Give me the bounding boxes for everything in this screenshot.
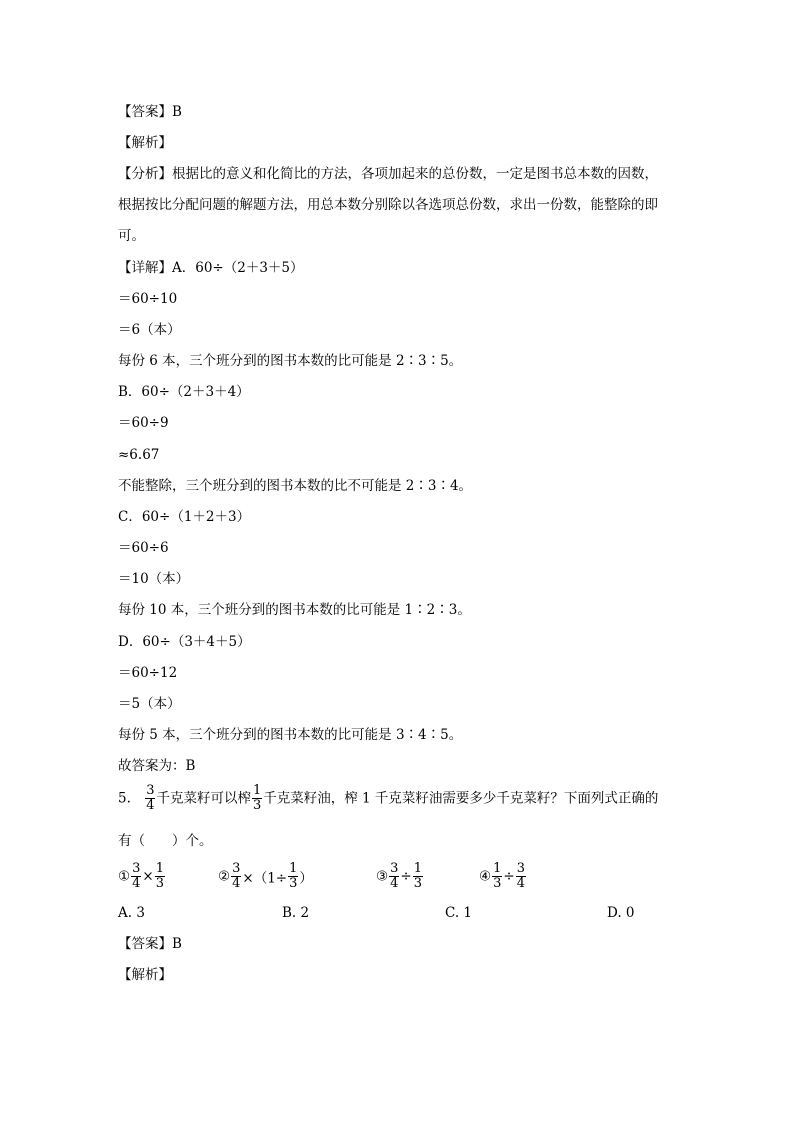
fraction-three-quarters: $\frac{3}{4}$ (146, 783, 155, 813)
detail-b-4: 不能整除，三个班分到的图书本数的比不可能是 2∶3∶4。 (118, 478, 473, 494)
analysis-heading: 【解析】 (118, 135, 172, 151)
answer-label-2: 【答案】B (118, 936, 182, 952)
detail-c-2: ＝60÷6 (118, 540, 169, 556)
option-d: D. 0 (607, 905, 635, 921)
detail-b-2: ＝60÷9 (118, 415, 169, 431)
option-a: A. 3 (118, 905, 145, 921)
analysis-heading-2: 【解析】 (118, 967, 172, 983)
formula-2: ② $\frac{3}{4}$ ×（1÷ $\frac{1}{3}$ ） (218, 861, 313, 891)
analysis-text-1: 【分析】根据比的意义和化简比的方法，各项加起来的总份数，一定是图书总本数的因数， (118, 166, 658, 182)
detail-a-4: 每份 6 本，三个班分到的图书本数的比可能是 2∶3∶5。 (118, 353, 463, 369)
detail-b-3: ≈6.67 (118, 447, 160, 463)
detail-d-4: 每份 5 本，三个班分到的图书本数的比可能是 3∶4∶5。 (118, 727, 463, 743)
answer-label: 【答案】B (118, 104, 182, 120)
question-number: 5. (118, 790, 131, 807)
fraction-one-third: $\frac{1}{3}$ (252, 783, 262, 813)
formula-4: ④ $\frac{1}{3}$ ÷ $\frac{3}{4}$ (479, 861, 525, 891)
option-c: C. 1 (445, 905, 473, 921)
formula-1: ① $\frac{3}{4}$ × $\frac{1}{3}$ (118, 861, 164, 891)
option-b: B. 2 (282, 905, 310, 921)
detail-c-4: 每份 10 本，三个班分到的图书本数的比可能是 1∶2∶3。 (118, 602, 471, 618)
formula-3: ③ $\frac{3}{4}$ ÷ $\frac{1}{3}$ (376, 861, 422, 891)
question-5-line-2: 有（ ）个。 (118, 833, 213, 849)
question-5-line-1: 5. $\frac{3}{4}$ 千克菜籽可以榨 $\frac{1}{3}$ 千克菜籽油，榨 1 千克菜籽油需要多少千克菜籽？下面列式正确的 (118, 783, 659, 813)
analysis-text-2: 根据按比分配问题的解题方法，用总本数分别除以各选项总份数，求出一份数，能整除的即 (118, 197, 658, 213)
analysis-text-3: 可。 (118, 228, 145, 244)
detail-c-3: ＝10（本） (118, 571, 190, 587)
detail-a-2: ＝60÷10 (118, 291, 178, 307)
detail-a-3: ＝6（本） (118, 322, 181, 338)
conclusion: 故答案为：B (118, 758, 196, 774)
detail-d-3: ＝5（本） (118, 696, 181, 712)
detail-b-1: B．60÷（2＋3＋4） (118, 384, 250, 400)
detail-d-2: ＝60÷12 (118, 665, 178, 681)
detail-a-1: 【详解】A．60÷（2＋3＋5） (118, 260, 304, 276)
detail-c-1: C．60÷（1＋2＋3） (118, 509, 251, 525)
detail-d-1: D．60÷（3＋4＋5） (118, 634, 251, 650)
